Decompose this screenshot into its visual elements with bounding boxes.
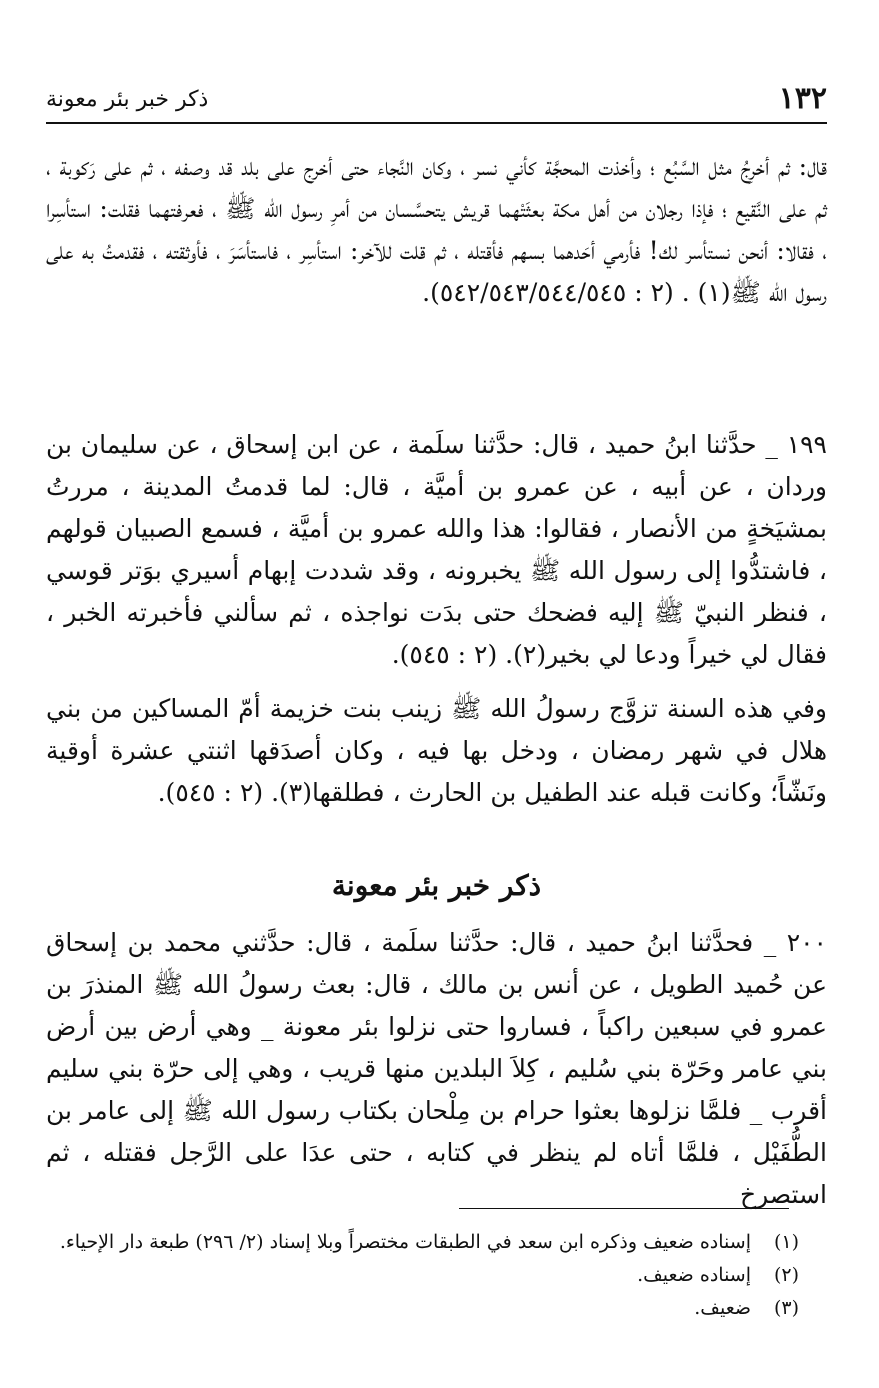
footnote-divider [459, 1208, 789, 1209]
header-rule [46, 122, 827, 124]
footnote-text: إسناده ضعيف وذكره ابن سعد في الطبقات مختصراً وبلا إسناد (٢/ ٢٩٦) طبعة دار الإحياء. [59, 1231, 751, 1253]
footnote-item [46, 1226, 799, 1259]
paragraph-hadith-200 [46, 922, 827, 1216]
paragraph-narration-continued [46, 146, 827, 314]
footnote-number: (١) [773, 1231, 799, 1253]
footnote-item [46, 1292, 799, 1325]
paragraph-marriage-zaynab [46, 688, 827, 814]
footnote-text: إسناده ضعيف. [637, 1264, 751, 1286]
page-header [46, 76, 827, 124]
paragraph-text: ٢٠٠ _ فحدَّثنا ابنُ حميد ، قال: حدَّثنا سلَمة ، قال: حدَّثني محمد بن إسحاق عن حُميد الطويل ، عن أنس بن مالك ، قال: بعث رسولُ الله ﷺ المنذرَ بن عمرو في سبعين راكباً ، فساروا حتى نزلوا بئر معونة _ وهي أرض بين أرض بني عامر وحَرّة بني سُليم ، كِلاَ البلدين منها قريب ، وهي إلى حرّة بني سليم أقرب _ فلمَّا نزلوها بعثوا حرام بن مِلْحان بكتاب رسول الله ﷺ إلى عامر بن الطُّفَيْل ، فلمَّا أتاه لم ينظر في كتابه ، حتى عدَا على الرَّجل فقتله ، ثم استصرخ [46, 928, 827, 1209]
running-title: ذكر خبر بئر معونة [46, 87, 209, 112]
paragraph-text: قال: ثم أخرِجُ مثل السَّبُع ؛ وأخذت المحجَّة كأني نسر ، وكان النَّجاء حتى أخرج على بلد قد وصفه ، ثم على رَكوبة ، ثم على النَّقيع ؛ فإذا رجلان من أهل مكة بعثَتْهما قريش يتحسَّسان من أمرِ رسول الله ﷺ ، فعرفتهما فقلت: استأسِرا ، فقالا: أنحن نستأسر لك! فأرمي أحَدهما بسهم فأقتله ، ثم قلت للآخر: استأسِر ، فاستأسَرَ ، فأوثقته ، فقدمتُ به على رسول الله ﷺ(١) . (٢ : ٥٤٢/٥٤٣/٥٤٤/٥٤٥). [46, 152, 827, 307]
paragraph-text: ١٩٩ _ حدَّثنا ابنُ حميد ، قال: حدَّثنا سلَمة ، عن ابن إسحاق ، عن سليمان بن وردان ، عن أبيه ، عن عمرو بن أميَّة ، قال: لما قدمتُ المدينة ، مررتُ بمشيَخةٍ من الأنصار ، فقالوا: هذا والله عمرو بن أميَّة ، فسمع الصبيان قولهم ، فاشتدُّوا إلى رسول الله ﷺ يخبرونه ، وقد شددت إبهام أسيري بوَتر قوسي ، فنظر النبيّ ﷺ إليه فضحك حتى بدَت نواجذه ، ثم سألني فأخبرته الخبر ، فقال لي خيراً ودعا لي بخير(٢). (٢ : ٥٤٥). [46, 430, 827, 669]
footnote-number: (٢) [773, 1264, 799, 1286]
footnote-item [46, 1259, 799, 1292]
footnote-text: ضعيف. [694, 1297, 751, 1319]
section-title: ذكر خبر بئر معونة [331, 869, 542, 902]
paragraph-text: وفي هذه السنة تزوَّج رسولُ الله ﷺ زينب بنت خزيمة أمّ المساكين من بني هلال في شهر رمضان ، ودخل بها فيه ، وكان أصدَقها اثنتي عشرة أوقية ونَشّاً؛ وكانت قبله عند الطفيل بن الحارث ، فطلقها(٣). (٢ : ٥٤٥). [46, 694, 827, 807]
footnote-number: (٣) [773, 1297, 799, 1319]
page-number: ١٣٢ [778, 81, 827, 116]
paragraph-hadith-199 [46, 424, 827, 676]
footnotes [46, 1226, 799, 1325]
